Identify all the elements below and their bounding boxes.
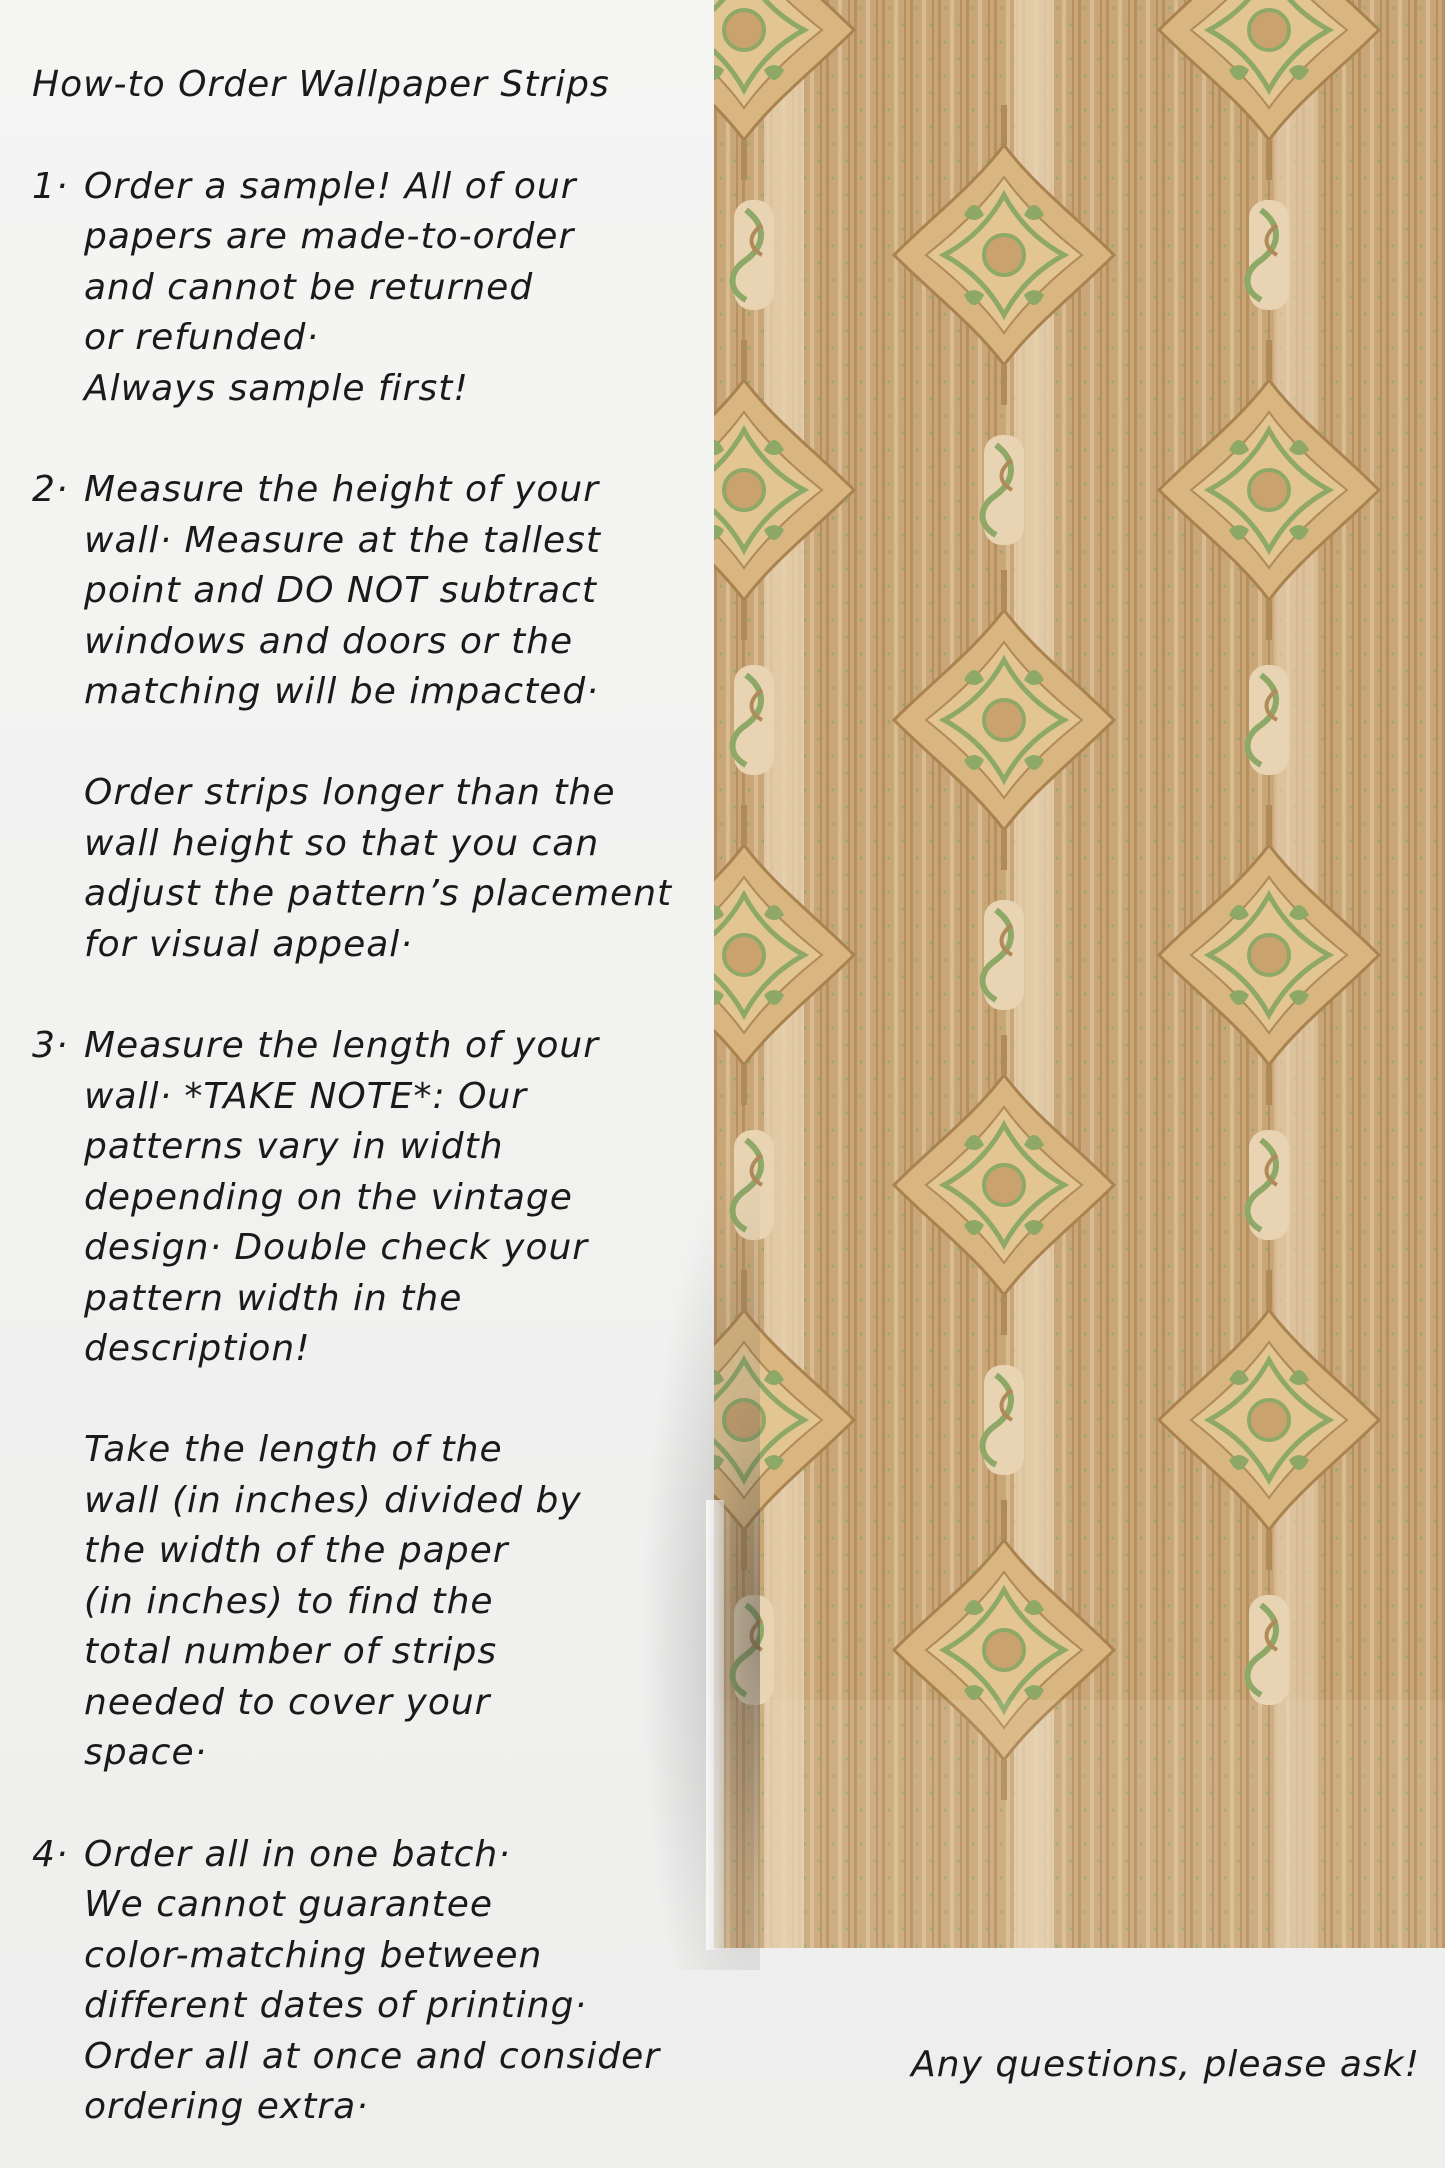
wallpaper-pattern: [714, 0, 1445, 1948]
step-4: [32, 1830, 722, 2133]
step-text: Order a sample! All of our papers are made-to-order and cannot be returned or refunded· Always sample first!: [84, 165, 577, 409]
page-title: How-to Order Wallpaper Strips: [32, 64, 610, 105]
instructions: [32, 60, 722, 2168]
closing-note: Any questions, please ask!: [911, 2044, 1420, 2085]
step-number: 2·: [32, 469, 69, 510]
step-1: [32, 162, 722, 415]
step-text: Take the length of the wall (in inches) divided by the width of the paper (in inches) to find the total number of strips needed to cover your space·: [84, 1429, 582, 1773]
step-2: [32, 465, 722, 970]
wallpaper-strip-image: [714, 0, 1445, 1948]
step-3: [32, 1021, 722, 1779]
step-text: Order strips longer than the wall height so that you can adjust the pattern’s placement for visual appeal·: [84, 772, 673, 965]
step-text: Measure the length of your wall· *TAKE NOTE*: Our patterns vary in width depending on the vintage design· Double check your pattern width in the description!: [84, 1025, 600, 1369]
step-number: 4·: [32, 1833, 69, 1875]
step-text: Measure the height of your wall· Measure at the tallest point and DO NOT subtract windows and doors or the matching will be impacted·: [84, 469, 601, 712]
step-text: Order all in one batch· We cannot guarantee color-matching between different dates of printing· Order all at once and consider ordering extra·: [84, 1833, 661, 2127]
step-number: 1·: [32, 165, 69, 207]
step-number: 3·: [32, 1025, 69, 1066]
